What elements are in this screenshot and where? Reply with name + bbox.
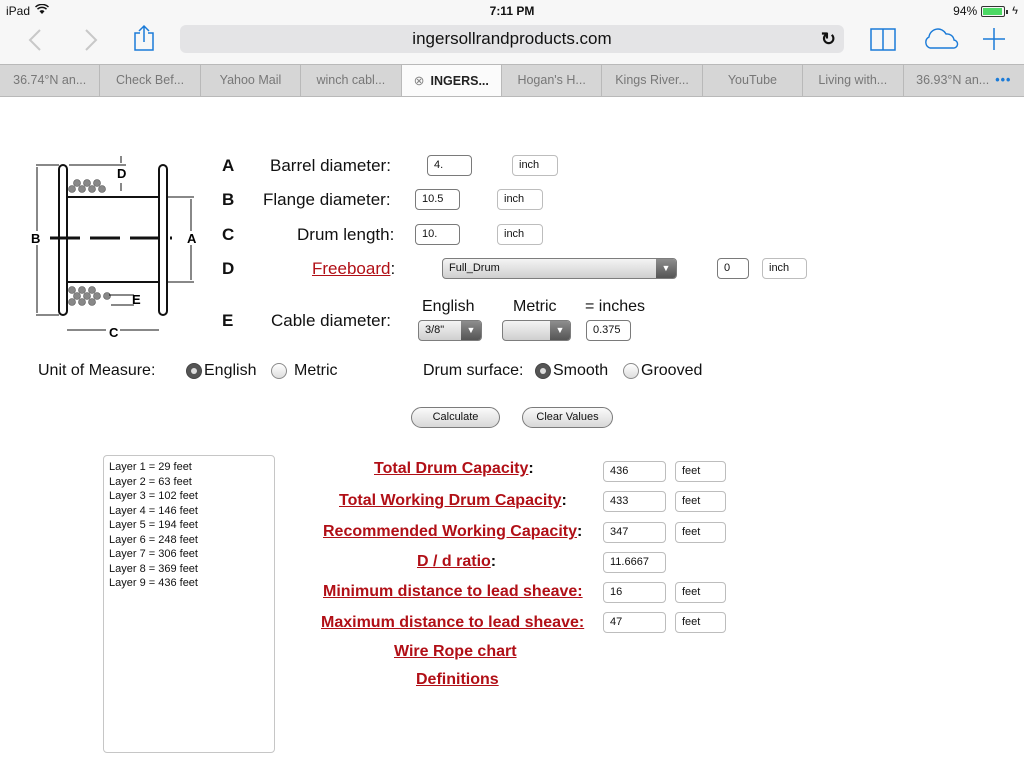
list-item: Layer 7 = 306 feet [109,548,198,560]
new-tab-icon[interactable] [982,27,1006,55]
calculate-button[interactable]: Calculate [411,407,500,428]
cable-diameter-label: Cable diameter: [271,311,392,330]
list-item: Layer 8 = 369 feet [109,562,198,575]
drum-length-label: Drum length: [297,225,395,244]
param-letter-e: E [222,311,234,330]
layer-list-textarea[interactable] [103,455,275,753]
forward-icon[interactable] [84,28,98,56]
list-item: Layer 6 = 248 feet [109,533,198,546]
battery-percent: 94% [953,4,978,18]
unit-of-measure-label: Unit of Measure: [38,362,156,379]
tab[interactable]: Yahoo Mail [201,65,301,96]
param-letter-a: A [222,156,235,175]
cable-english-select[interactable]: 3/8" ▼ [418,320,482,341]
surface-smooth-radio[interactable]: Smooth [535,362,608,380]
flange-diameter-input[interactable]: 10.5 [415,189,460,210]
diagram-label-b: B [31,231,41,246]
surface-grooved-radio[interactable]: Grooved [623,362,702,380]
back-icon[interactable] [28,28,42,56]
total-working-capacity-unit[interactable]: feet [675,491,726,512]
device-name: iPad [6,4,31,18]
cable-metric-select[interactable] [502,320,571,341]
unit-metric-radio[interactable]: Metric [271,362,338,380]
chevron-down-icon: ▼ [550,321,570,340]
share-icon[interactable] [133,24,155,56]
drum-length-input[interactable]: 10. [415,224,460,245]
chevron-down-icon: ▼ [461,321,481,340]
barrel-diameter-label: Barrel diameter: [270,156,391,175]
flange-diameter-unit[interactable]: inch [497,189,543,210]
tab-bar [0,64,1024,97]
total-drum-capacity-output[interactable]: 436 [603,461,666,482]
total-working-capacity-output[interactable]: 433 [603,491,666,512]
tab[interactable]: 36.74°N an... [0,65,100,96]
radio-selected-icon [186,363,202,379]
flange-diameter-label: Flange diameter: [263,190,391,209]
max-distance-output[interactable]: 47 [603,612,666,633]
total-working-capacity-link[interactable]: Total Working Drum Capacity [339,492,562,509]
recommended-capacity-link[interactable]: Recommended Working Capacity [323,523,577,540]
recommended-capacity-output[interactable]: 347 [603,522,666,543]
battery-icon [981,6,1005,17]
min-distance-unit[interactable]: feet [675,582,726,603]
browser-toolbar [0,22,1024,64]
icloud-tabs-icon[interactable] [922,28,960,54]
diagram-label-e: E [132,292,141,307]
url-text: ingersollrandproducts.com [412,29,612,48]
drum-diagram [16,153,212,349]
clock: 7:11 PM [489,4,535,18]
bookmarks-icon[interactable] [870,26,896,56]
charging-icon: ϟ [1012,5,1018,17]
list-item: Layer 5 = 194 feet [109,519,198,531]
tab[interactable]: YouTube [703,65,803,96]
recommended-capacity-unit[interactable]: feet [675,522,726,543]
max-distance-link[interactable]: Maximum distance to lead sheave: [321,614,585,631]
wire-rope-chart-link[interactable]: Wire Rope chart [394,643,517,660]
tab[interactable]: Living with... [803,65,903,96]
unit-english-radio[interactable]: English [186,362,256,380]
tab[interactable]: Check Bef... [100,65,200,96]
list-item: Layer 2 = 63 feet [109,475,192,488]
diagram-label-d: D [117,166,127,181]
dd-ratio-output[interactable]: 11.6667 [603,552,666,573]
freeboard-link[interactable]: Freeboard [312,259,391,278]
definitions-link[interactable]: Definitions [416,671,499,688]
freeboard-unit[interactable]: inch [762,258,807,279]
chevron-down-icon: ▼ [656,259,676,278]
more-tabs-icon[interactable]: ••• [995,73,1012,87]
radio-unselected-icon [271,363,287,379]
english-heading: English [422,298,475,315]
tab[interactable]: Hogan's H... [502,65,602,96]
max-distance-unit[interactable]: feet [675,612,726,633]
drum-length-unit[interactable]: inch [497,224,543,245]
freeboard-input[interactable]: 0 [717,258,749,279]
diagram-label-c: C [109,325,119,340]
clear-values-button[interactable]: Clear Values [522,407,613,428]
total-drum-capacity-link[interactable]: Total Drum Capacity [374,460,529,477]
radio-selected-icon [535,363,551,379]
metric-heading: Metric [513,298,557,315]
barrel-diameter-input[interactable]: 4. [427,155,472,176]
freeboard-select[interactable]: Full_Drum ▼ [442,258,677,279]
list-item: Layer 4 = 146 feet [109,504,198,517]
min-distance-link[interactable]: Minimum distance to lead sheave: [323,583,583,600]
tab[interactable]: 36.93°N an... ••• [916,73,1012,87]
list-item: Layer 9 = 436 feet [109,577,198,589]
list-item: Layer 3 = 102 feet [109,490,198,502]
tab-active[interactable]: ⊗ INGERS... [402,65,502,96]
param-letter-c: C [222,225,235,244]
address-bar[interactable] [180,25,844,53]
inches-heading: = inches [585,298,646,315]
radio-unselected-icon [623,363,639,379]
tab[interactable]: Kings River... [602,65,702,96]
param-letter-b: B [222,190,235,209]
diagram-label-a: A [187,231,197,246]
tab[interactable]: winch cabl... [301,65,401,96]
list-item: Layer 1 = 29 feet [109,461,192,473]
cable-inches-input[interactable]: 0.375 [586,320,631,341]
total-drum-capacity-unit[interactable]: feet [675,461,726,482]
close-tab-icon[interactable]: ⊗ [413,73,425,88]
min-distance-output[interactable]: 16 [603,582,666,603]
status-bar [0,0,1024,22]
dd-ratio-link[interactable]: D / d ratio [417,553,491,570]
param-letter-d: D [222,259,235,278]
reload-icon[interactable]: ↻ [820,29,836,49]
barrel-diameter-unit[interactable]: inch [512,155,558,176]
drum-surface-label: Drum surface: [423,362,524,379]
